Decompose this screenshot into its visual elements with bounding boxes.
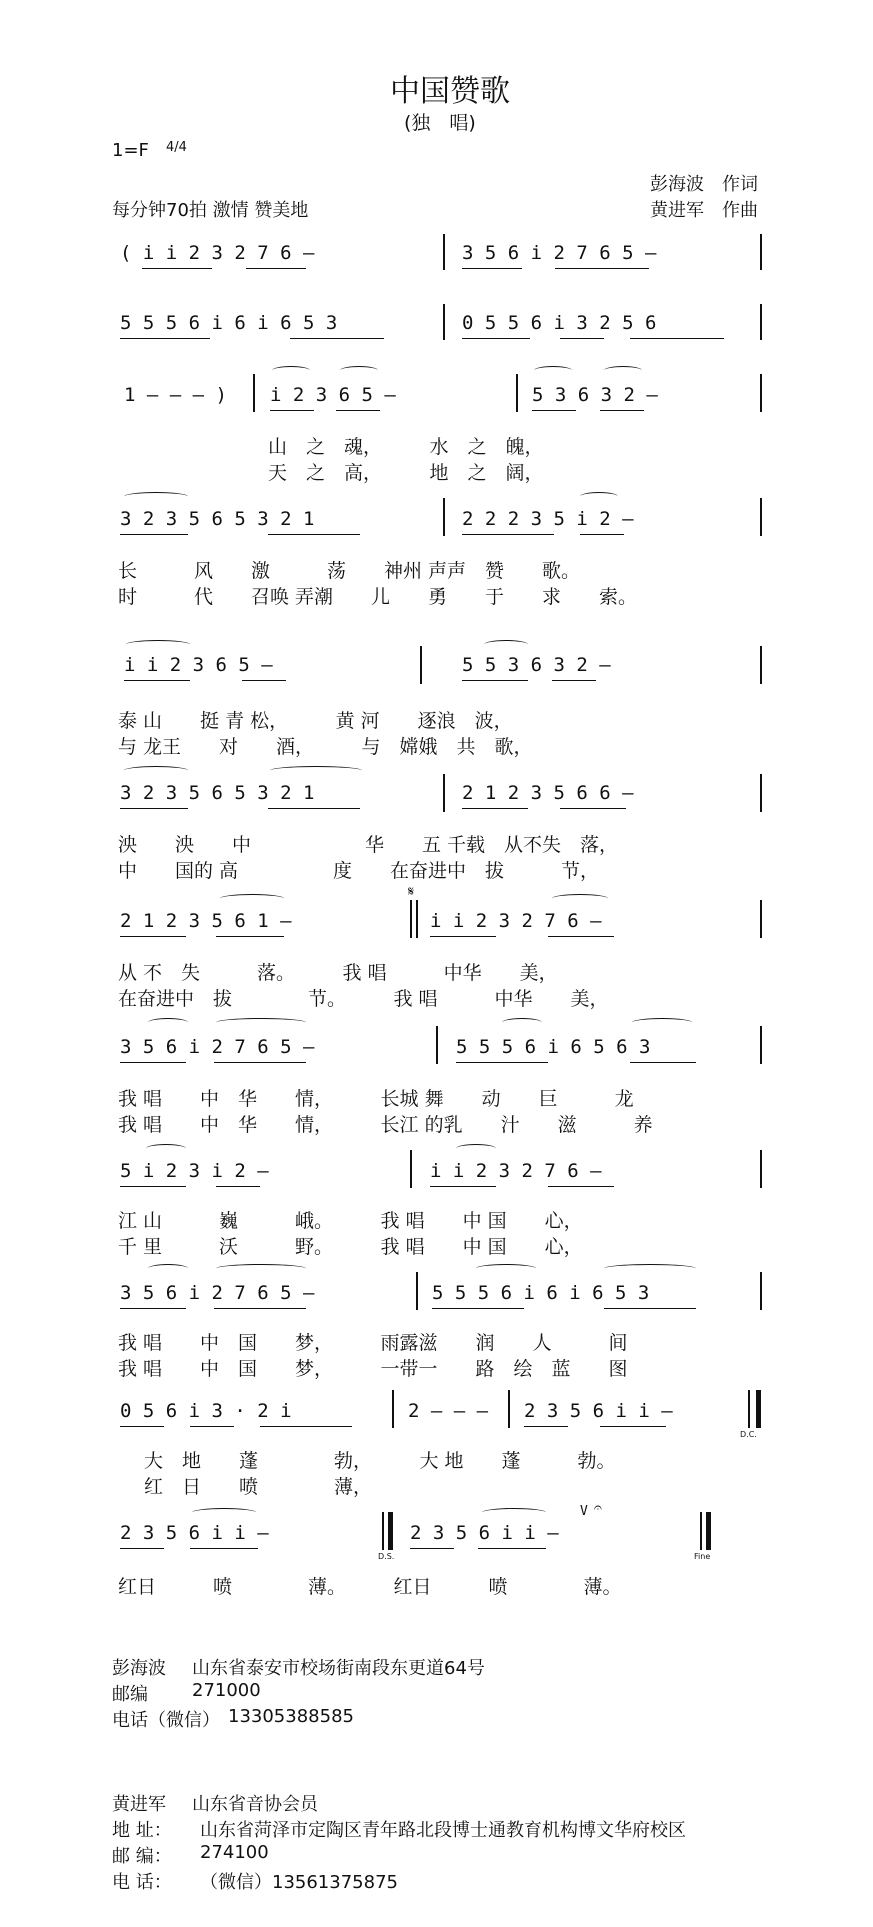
barline [410,1150,412,1188]
barline [253,374,255,412]
beam [242,680,286,681]
beam [270,410,314,411]
slur [146,1144,186,1153]
beam [456,1062,548,1063]
beam [120,534,188,535]
beam [432,1308,524,1309]
composer-org: 山东省音协会员 [192,1794,318,1815]
beam [120,1426,164,1427]
barline [392,1390,394,1428]
slur [340,366,378,375]
beam [462,268,522,269]
composer-address: 山东省菏泽市定陶区青年路北段博士通教育机构博文华府校区 [200,1820,686,1841]
beam [630,1062,696,1063]
fermata-mark: 𝄐 [594,1500,602,1516]
beam [630,338,724,339]
score-measure: 5 3 6 3 2 — [532,384,658,406]
score-measure: i 2 3 6 5 — [270,384,396,406]
beam [120,1062,186,1063]
beam [548,1186,614,1187]
barline [382,1512,384,1550]
barline [760,304,762,340]
beam [124,680,190,681]
beam [430,1186,496,1187]
beam [120,1308,186,1309]
slur [124,766,188,775]
postcode-label: 邮 编： [112,1846,172,1867]
score-measure: 2 — — — [408,1400,489,1422]
lyric-line: 我 唱 中 国 梦， 雨露滋 润 人 间 [118,1332,628,1354]
barline [760,900,762,938]
beam [120,1186,186,1187]
beam [430,936,496,937]
beam [560,338,604,339]
beam [216,1186,260,1187]
slur [456,1144,496,1153]
lyric-line: 江 山 巍 峨。 我 唱 中 国 心， [118,1210,583,1232]
beam [190,1548,258,1549]
beam [214,1062,306,1063]
score-measure: 2 1 2 3 5 6 6 — [462,782,634,804]
phone-value: 13305388585 [228,1706,354,1727]
score-measure: 3 5 6 i 2 7 6 5 — [120,1036,315,1058]
fine-mark: Fine [694,1552,711,1561]
beam [462,808,528,809]
score-measure: 5 i 2 3 i 2 — [120,1160,269,1182]
score-measure: 2 1 2 3 5 6 1 — [120,910,292,932]
beam [462,338,530,339]
slur [216,1018,306,1027]
slur [632,1018,692,1027]
slur [476,1264,536,1273]
dc-mark: D.C. [740,1430,757,1439]
lyric-line: 红日 喷 薄。 红日 喷 薄。 [118,1576,622,1598]
page-title: 中国赞歌 [390,74,510,109]
score-measure: 0 5 6 i 3 · 2 i [120,1400,292,1422]
subtitle: (独 唱) [404,112,476,134]
beam [560,808,626,809]
score-measure: 5 5 5 6 i 6 i 6 5 3 [120,312,338,334]
barline [760,1150,762,1188]
score-measure: 3 2 3 5 6 5 3 2 1 [120,508,315,530]
phone-label: 电 话： [112,1872,172,1893]
address-label: 地 址： [112,1820,172,1841]
score-measure: 2 3 5 6 i i — [410,1522,559,1544]
beam [532,410,576,411]
slur [552,894,608,903]
lyric-line: 泱 泱 中 华 五 千载 从不失 落， [118,834,619,856]
slur [604,1264,696,1273]
slur [272,366,310,375]
beam [462,534,554,535]
score-measure: 5 5 5 6 i 6 i 6 5 3 [432,1282,650,1304]
slur [216,1264,306,1273]
slur [580,492,618,501]
beam [462,680,528,681]
slur [124,492,188,501]
barline [760,374,762,412]
beam [120,1548,164,1549]
beam [580,534,624,535]
barline [748,1390,750,1428]
beam [410,1548,454,1549]
barline [416,1272,418,1310]
slur [534,366,572,375]
score-measure: i i 2 3 6 5 — [124,654,273,676]
key-signature: 1=F [112,140,149,161]
barline [508,1390,510,1428]
lyricist-name: 彭海波 [112,1658,166,1679]
lyric-line: 天 之 高， 地 之 阔， [268,462,544,484]
final-barline [756,1390,761,1428]
phone-value: （微信）13561375875 [200,1872,398,1893]
barline [420,646,422,684]
beam [246,268,306,269]
postcode-label: 邮编 [112,1684,148,1705]
beam [600,1426,666,1427]
final-barline [388,1512,393,1550]
score-measure: ( i i 2 3 2 7 6 — [120,242,315,264]
beam [216,936,284,937]
slur [220,894,284,903]
barline [443,304,445,340]
barline [416,900,418,938]
tempo-marking: 每分钟70拍 激情 赞美地 [112,200,309,221]
composer-name: 黄进军 [112,1794,166,1815]
lyric-line: 大 地 蓬 勃， 大 地 蓬 勃。 [144,1450,616,1472]
score-measure: 2 3 5 6 i i — [524,1400,673,1422]
beam [120,936,186,937]
slur [148,1264,188,1273]
lyric-line: 时 代 召唤 弄潮 儿 勇 于 求 索。 [118,586,638,608]
lyric-line: 千 里 沃 野。 我 唱 中 国 心， [118,1236,583,1258]
barline [443,774,445,812]
beam [290,338,384,339]
score-measure: 2 3 5 6 i i — [120,1522,269,1544]
beam [260,1426,352,1427]
phone-label: 电话（微信） [112,1710,220,1731]
beam [120,338,210,339]
score-measure: 2 2 2 3 5 i 2 — [462,508,634,530]
slur [126,640,190,649]
beam [552,680,596,681]
time-signature: 4/4 [166,140,187,155]
beam [268,808,360,809]
breath-mark: V [580,1504,588,1519]
barline [760,1026,762,1064]
lyric-line: 我 唱 中 华 情， 长城 舞 动 巨 龙 [118,1088,634,1110]
barline [760,234,762,270]
barline [760,498,762,536]
lyric-line: 中 国的 高 度 在奋进中 拔 节， [118,860,600,882]
barline [410,900,412,938]
lyric-line: 我 唱 中 华 情， 长江 的乳 汁 滋 养 [118,1114,653,1136]
final-barline [706,1512,711,1550]
lyric-line: 我 唱 中 国 梦， 一带一 路 绘 蓝 图 [118,1358,628,1380]
barline [436,1026,438,1064]
score-measure: i i 2 3 2 7 6 — [430,910,602,932]
beam [548,936,614,937]
barline [760,646,762,684]
score-measure: 3 5 6 i 2 7 6 5 — [462,242,657,264]
barline [516,374,518,412]
lyric-line: 泰 山 挺 青 松， 黄 河 逐浪 波， [118,710,513,732]
beam [478,1548,546,1549]
score-measure: 3 2 3 5 6 5 3 2 1 [120,782,315,804]
beam [190,1426,234,1427]
score-measure: 3 5 6 i 2 7 6 5 — [120,1282,315,1304]
score-measure: 5 5 5 6 i 6 5 6 3 [456,1036,651,1058]
barline [760,774,762,812]
lyricist-address: 山东省泰安市校场街南段东更道64号 [192,1658,485,1679]
lyric-line: 红 日 喷 薄， [144,1476,373,1498]
beam [120,808,188,809]
barline [700,1512,702,1550]
beam [604,1308,696,1309]
slur [604,366,642,375]
beam [336,410,380,411]
beam [555,268,649,269]
ds-mark: D.S. [378,1552,395,1561]
composer-credit: 黄进军 作曲 [650,200,758,221]
slur [482,1508,546,1517]
barline [443,234,445,270]
beam [142,268,212,269]
barline [760,1272,762,1310]
slur [484,640,528,649]
slur [148,1018,188,1027]
score-measure: i i 2 3 2 7 6 — [430,1160,602,1182]
lyricist-credit: 彭海波 作词 [650,174,758,195]
barline [443,498,445,536]
lyric-line: 山 之 魂， 水 之 魄， [268,436,544,458]
lyric-line: 从 不 失 落。 我 唱 中华 美， [118,962,558,984]
lyric-line: 在奋进中 拔 节。 我 唱 中华 美， [118,988,609,1010]
slur [192,1508,256,1517]
score-measure: 0 5 5 6 i 3 2 5 6 [462,312,657,334]
postcode-value: 271000 [192,1680,261,1701]
beam [524,1426,568,1427]
postcode-value: 274100 [200,1842,269,1863]
lyric-line: 与 龙王 对 酒， 与 嫦娥 共 歌， [118,736,533,758]
beam [600,410,644,411]
score-measure: 5 5 3 6 3 2 — [462,654,611,676]
slur [270,766,362,775]
beam [214,1308,306,1309]
score-measure: 1 — — — ) [124,384,227,406]
beam [268,534,360,535]
slur [502,1018,542,1027]
lyric-line: 长 风 激 荡 神州 声声 赞 歌。 [118,560,581,582]
segno-mark: 𝄋 [408,884,415,900]
